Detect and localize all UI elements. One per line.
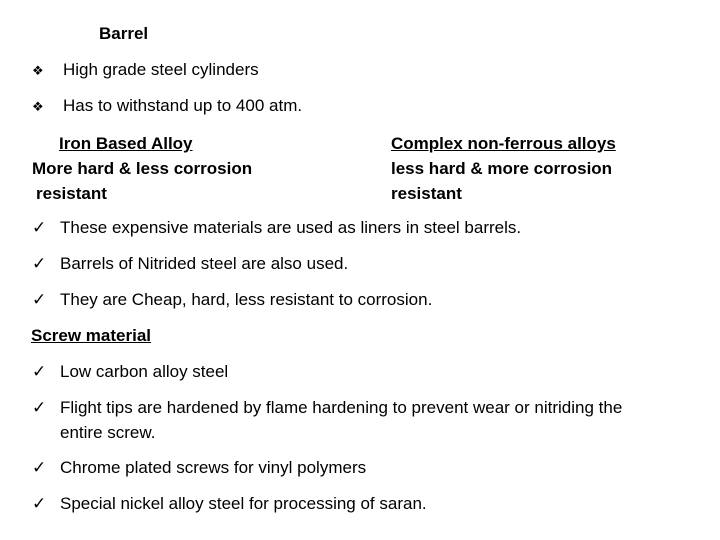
screw-heading: Screw material — [31, 326, 152, 345]
left-column — [32, 131, 252, 206]
right-column-line-2: resistant — [391, 184, 462, 203]
screw-point-3: Chrome plated screws for vinyl polymers — [60, 458, 367, 477]
screw-point-1: Low carbon alloy steel — [60, 362, 229, 381]
diamond-bullet-icon: ❖ — [32, 63, 44, 78]
checkmark-icon: ✓ — [32, 254, 47, 273]
screw-point-2-line-2: entire screw. — [60, 423, 156, 442]
page-title: Barrel — [99, 24, 149, 43]
right-column-heading: Complex non-ferrous alloys — [391, 134, 616, 153]
checkmark-icon: ✓ — [32, 458, 47, 477]
checkmark-icon: ✓ — [32, 218, 47, 237]
intro-bullet-1: High grade steel cylinders — [63, 60, 259, 79]
right-column-line-1: less hard & more corrosion — [391, 159, 613, 178]
screw-point-2-line-1: Flight tips are hardened by flame hardening to prevent wear or nitriding the — [60, 398, 623, 417]
barrel-point-1: These expensive materials are used as liners in steel barrels. — [60, 218, 522, 237]
checkmark-icon: ✓ — [32, 362, 47, 381]
left-column-line-1: More hard & less corrosion — [32, 159, 253, 178]
left-column-heading: Iron Based Alloy — [59, 134, 193, 153]
diamond-bullet-icon: ❖ — [32, 99, 44, 114]
right-column — [391, 131, 616, 206]
intro-bullet-2: Has to withstand up to 400 atm. — [63, 96, 303, 115]
checkmark-icon: ✓ — [32, 398, 47, 417]
checkmark-icon: ✓ — [32, 290, 47, 309]
screw-point-4: Special nickel alloy steel for processing of saran. — [60, 494, 427, 513]
checkmark-icon: ✓ — [32, 494, 47, 513]
barrel-point-2: Barrels of Nitrided steel are also used. — [60, 254, 349, 273]
barrel-point-3: They are Cheap, hard, less resistant to corrosion. — [60, 290, 433, 309]
left-column-line-2: resistant — [36, 184, 107, 203]
